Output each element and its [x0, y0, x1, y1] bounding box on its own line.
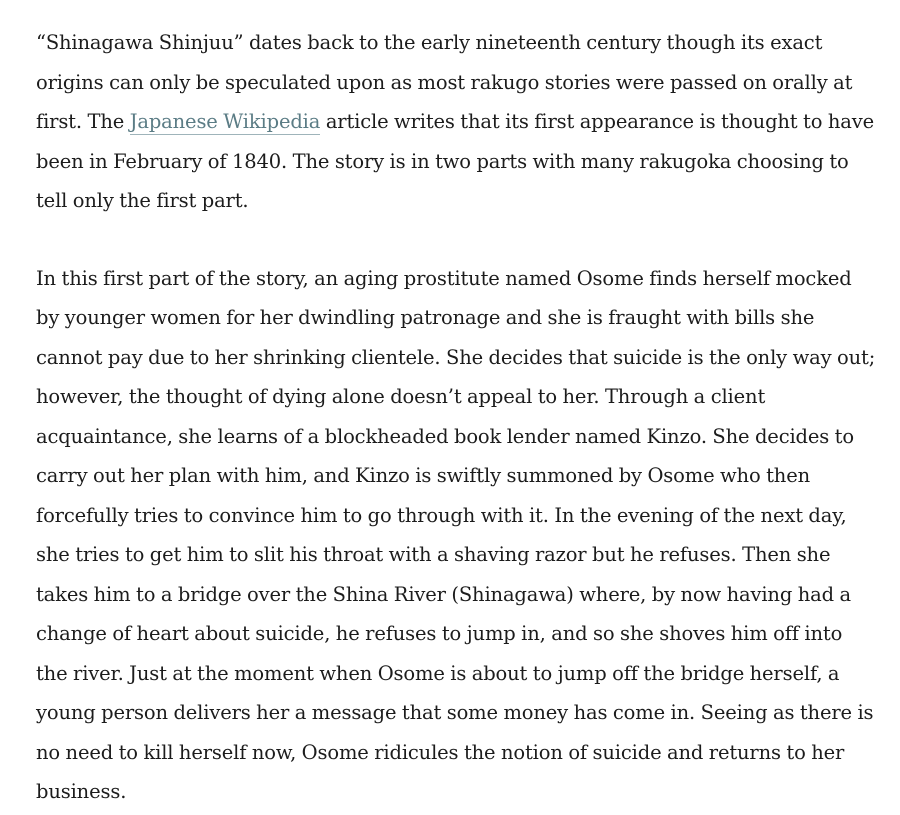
japanese-wikipedia-link[interactable]: Japanese Wikipedia — [129, 110, 321, 133]
paragraph-origins — [36, 23, 878, 221]
article-body — [36, 23, 878, 812]
paragraph-origins-text-before-link: “Shinagawa Shinjuu” dates back to the early nineteenth century though its exact origins can only be speculated upon as most rakugo stories were passed on orally at first. The — [36, 31, 853, 133]
paragraph-origins-text-after-link: article writes that its first appearance is thought to have been in February of 1840. The story is in two parts with many rakugoka choosing to tell only the first part. — [36, 110, 875, 212]
paragraph-story-summary: In this first part of the story, an aging prostitute named Osome finds herself mocked by younger women for her dwindling patronage and she is fraught with bills she cannot pay due to her shrinking clientele. She decides that suicide is the only way out; however, the thought of dying alone doesn’t appeal to her. Through a client acquaintance, she learns of a blockheaded book lender named Kinzo. She decides to carry out her plan with him, and Kinzo is swiftly summoned by Osome who then forcefully tries to convince him to go through with it. In the evening of the next day, she tries to get him to slit his throat with a shaving razor but he refuses. Then she takes him to a bridge over the Shina River (Shinagawa) where, by now having had a change of heart about suicide, he refuses to jump in, and so she shoves him off into the river. Just at the moment when Osome is about to jump off the bridge herself, a young person delivers her a message that some money has come in. Seeing as there is no need to kill herself now, Osome ridicules the notion of suicide and returns to her business. — [36, 266, 876, 803]
